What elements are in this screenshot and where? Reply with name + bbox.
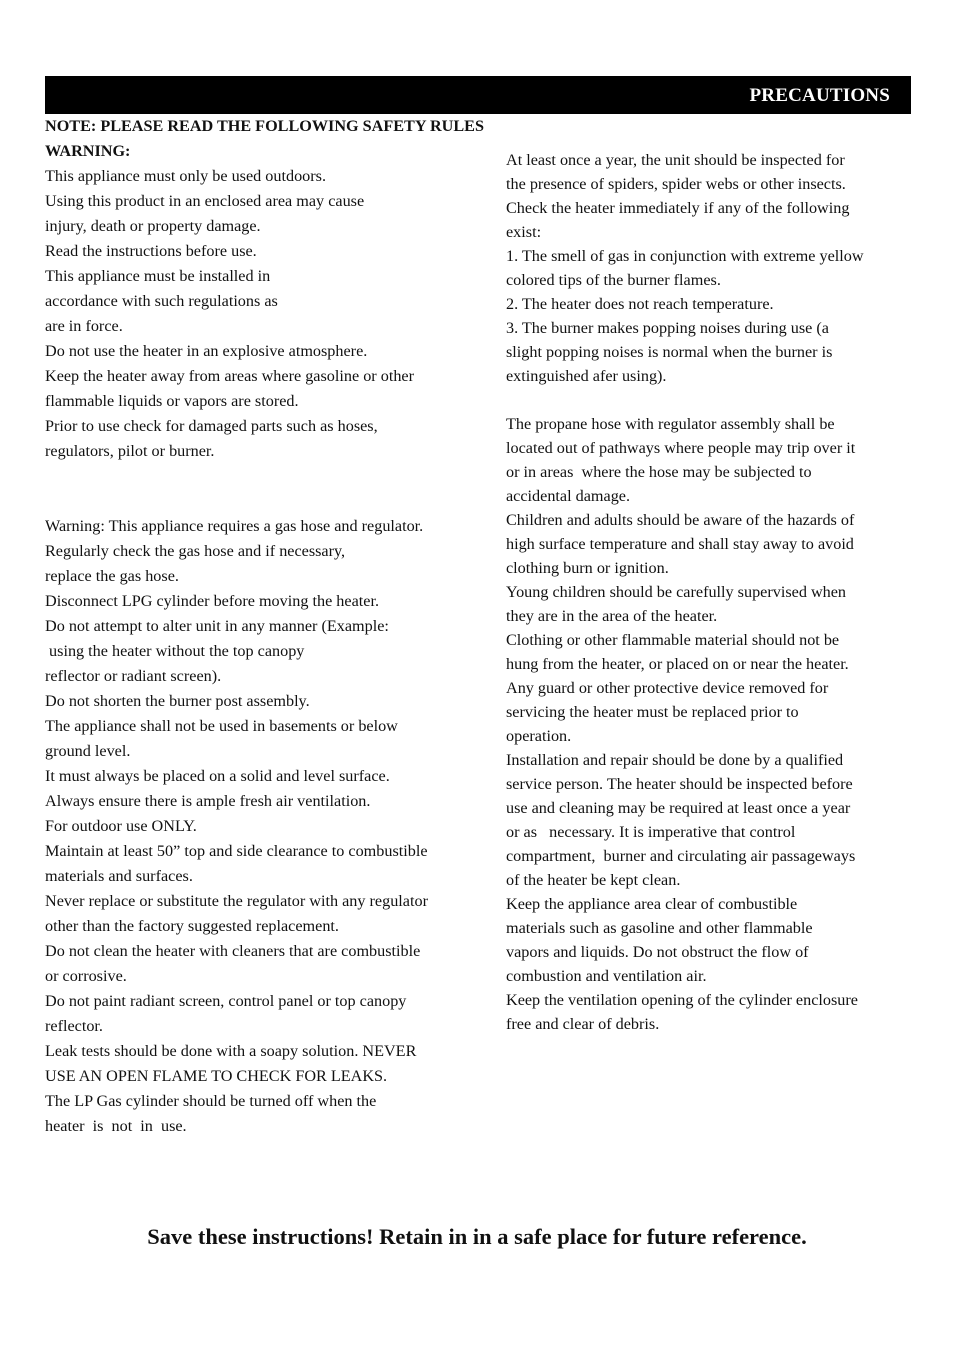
left-text-line: injury, death or property damage.	[45, 217, 261, 235]
right-column	[506, 148, 926, 1036]
left-text-line: Do not attempt to alter unit in any manner (Example:	[45, 617, 389, 635]
right-text-line: materials such as gasoline and other flammable	[506, 919, 813, 937]
left-text-line: The appliance shall not be used in basements or below	[45, 717, 398, 735]
left-text-line	[45, 464, 495, 489]
right-text-line: accidental damage.	[506, 487, 631, 505]
left-text-line: Keep the heater away from areas where gasoline or other	[45, 367, 414, 385]
right-text-line: compartment, burner and circulating air passageways	[506, 847, 856, 865]
right-text-line: combustion and ventilation air.	[506, 967, 707, 985]
right-text-line: or in areas where the hose may be subjected to	[506, 463, 812, 481]
right-text-line: located out of pathways where people may trip over it	[506, 439, 856, 457]
right-text-line: Clothing or other flammable material should not be	[506, 631, 840, 649]
right-text-line: exist:	[506, 223, 542, 241]
right-text-line: clothing burn or ignition.	[506, 559, 669, 577]
right-text-line: of the heater be kept clean.	[506, 871, 681, 889]
right-text-line: free and clear of debris.	[506, 1015, 660, 1033]
left-text-line: Read the instructions before use.	[45, 242, 257, 260]
right-text-line: service person. The heater should be inspected before	[506, 775, 853, 793]
right-text-line: hung from the heater, or placed on or near the heater.	[506, 655, 849, 673]
left-text-line: This appliance must only be used outdoors.	[45, 167, 326, 185]
left-text-line: The LP Gas cylinder should be turned off when the	[45, 1092, 377, 1110]
left-text-line: Prior to use check for damaged parts such as hoses,	[45, 417, 378, 435]
left-text-line: reflector.	[45, 1017, 103, 1035]
left-text-line: regulators, pilot or burner.	[45, 442, 215, 460]
right-text-line: Young children should be carefully supervised when	[506, 583, 847, 601]
right-text-line: colored tips of the burner flames.	[506, 271, 721, 289]
header-bar	[45, 76, 911, 114]
left-text-line: Do not paint radiant screen, control panel or top canopy	[45, 992, 407, 1010]
right-text-line: servicing the heater must be replaced prior to	[506, 703, 799, 721]
right-text-line: use and cleaning may be required at least once a year	[506, 799, 851, 817]
right-text-line: slight popping noises is normal when the burner is	[506, 343, 833, 361]
right-lines	[506, 148, 926, 1036]
left-text-line: Using this product in an enclosed area may cause	[45, 192, 365, 210]
right-text-line: Keep the ventilation opening of the cylinder enclosure	[506, 991, 858, 1009]
left-text-line: Never replace or substitute the regulator with any regulator	[45, 892, 428, 910]
left-text-line: This appliance must be installed in	[45, 267, 271, 285]
left-text-line: Regularly check the gas hose and if necessary,	[45, 542, 346, 560]
left-text-line: It must always be placed on a solid and level surface.	[45, 767, 390, 785]
safety-note: NOTE: PLEASE READ THE FOLLOWING SAFETY RULES	[45, 117, 484, 135]
right-text-line: Any guard or other protective device removed for	[506, 679, 829, 697]
left-text-line: ground level.	[45, 742, 131, 760]
right-text-line: The propane hose with regulator assembly shall be	[506, 415, 835, 433]
left-text-line: Do not clean the heater with cleaners that are combustible	[45, 942, 421, 960]
left-text-line: are in force.	[45, 317, 123, 335]
right-text-line: Installation and repair should be done by a qualified	[506, 751, 844, 769]
left-text-line: For outdoor use ONLY.	[45, 817, 197, 835]
left-text-line: Do not use the heater in an explosive atmosphere.	[45, 342, 368, 360]
right-text-line: 2. The heater does not reach temperature.	[506, 295, 774, 313]
left-text-line: materials and surfaces.	[45, 867, 193, 885]
right-text-line: operation.	[506, 727, 572, 745]
right-text-line: 3. The burner makes popping noises during use (a	[506, 319, 829, 337]
right-text-line: the presence of spiders, spider webs or other insects.	[506, 175, 846, 193]
left-text-line: Leak tests should be done with a soapy solution. NEVER	[45, 1042, 417, 1060]
left-text-line: Always ensure there is ample fresh air ventilation.	[45, 792, 371, 810]
left-text-line: Maintain at least 50” top and side clearance to combustible	[45, 842, 428, 860]
left-text-line: reflector or radiant screen).	[45, 667, 222, 685]
right-text-line: extinguished afer using).	[506, 367, 667, 385]
right-text-line: Children and adults should be aware of the hazards of	[506, 511, 855, 529]
right-text-line: they are in the area of the heater.	[506, 607, 718, 625]
right-text-line	[506, 388, 926, 412]
left-lines	[45, 164, 495, 1139]
left-text-line: or corrosive.	[45, 967, 127, 985]
footer-notice: Save these instructions! Retain in in a safe place for future reference.	[147, 1224, 807, 1249]
left-text-line: accordance with such regulations as	[45, 292, 278, 310]
left-column	[45, 114, 495, 1139]
left-text-line: using the heater without the top canopy	[45, 642, 305, 660]
right-text-line: or as necessary. It is imperative that control	[506, 823, 796, 841]
left-text-line: heater is not in use.	[45, 1117, 187, 1135]
left-text-line: other than the factory suggested replacement.	[45, 917, 339, 935]
left-text-line: Warning: This appliance requires a gas hose and regulator.	[45, 517, 424, 535]
left-text-line: USE AN OPEN FLAME TO CHECK FOR LEAKS.	[45, 1067, 388, 1085]
right-text-line: high surface temperature and shall stay away to avoid	[506, 535, 854, 553]
left-text-line	[45, 489, 495, 514]
right-text-line: Keep the appliance area clear of combustible	[506, 895, 798, 913]
right-text-line: Check the heater immediately if any of the following	[506, 199, 850, 217]
left-text-line: flammable liquids or vapors are stored.	[45, 392, 299, 410]
left-text-line: replace the gas hose.	[45, 567, 179, 585]
left-text-line: Do not shorten the burner post assembly.	[45, 692, 310, 710]
right-text-line: vapors and liquids. Do not obstruct the flow of	[506, 943, 809, 961]
left-text-line: Disconnect LPG cylinder before moving the heater.	[45, 592, 379, 610]
page-title: PRECAUTIONS	[749, 85, 890, 106]
warning-label: WARNING:	[45, 142, 131, 160]
right-text-line: At least once a year, the unit should be inspected for	[506, 151, 845, 169]
right-text-line: 1. The smell of gas in conjunction with extreme yellow	[506, 247, 864, 265]
